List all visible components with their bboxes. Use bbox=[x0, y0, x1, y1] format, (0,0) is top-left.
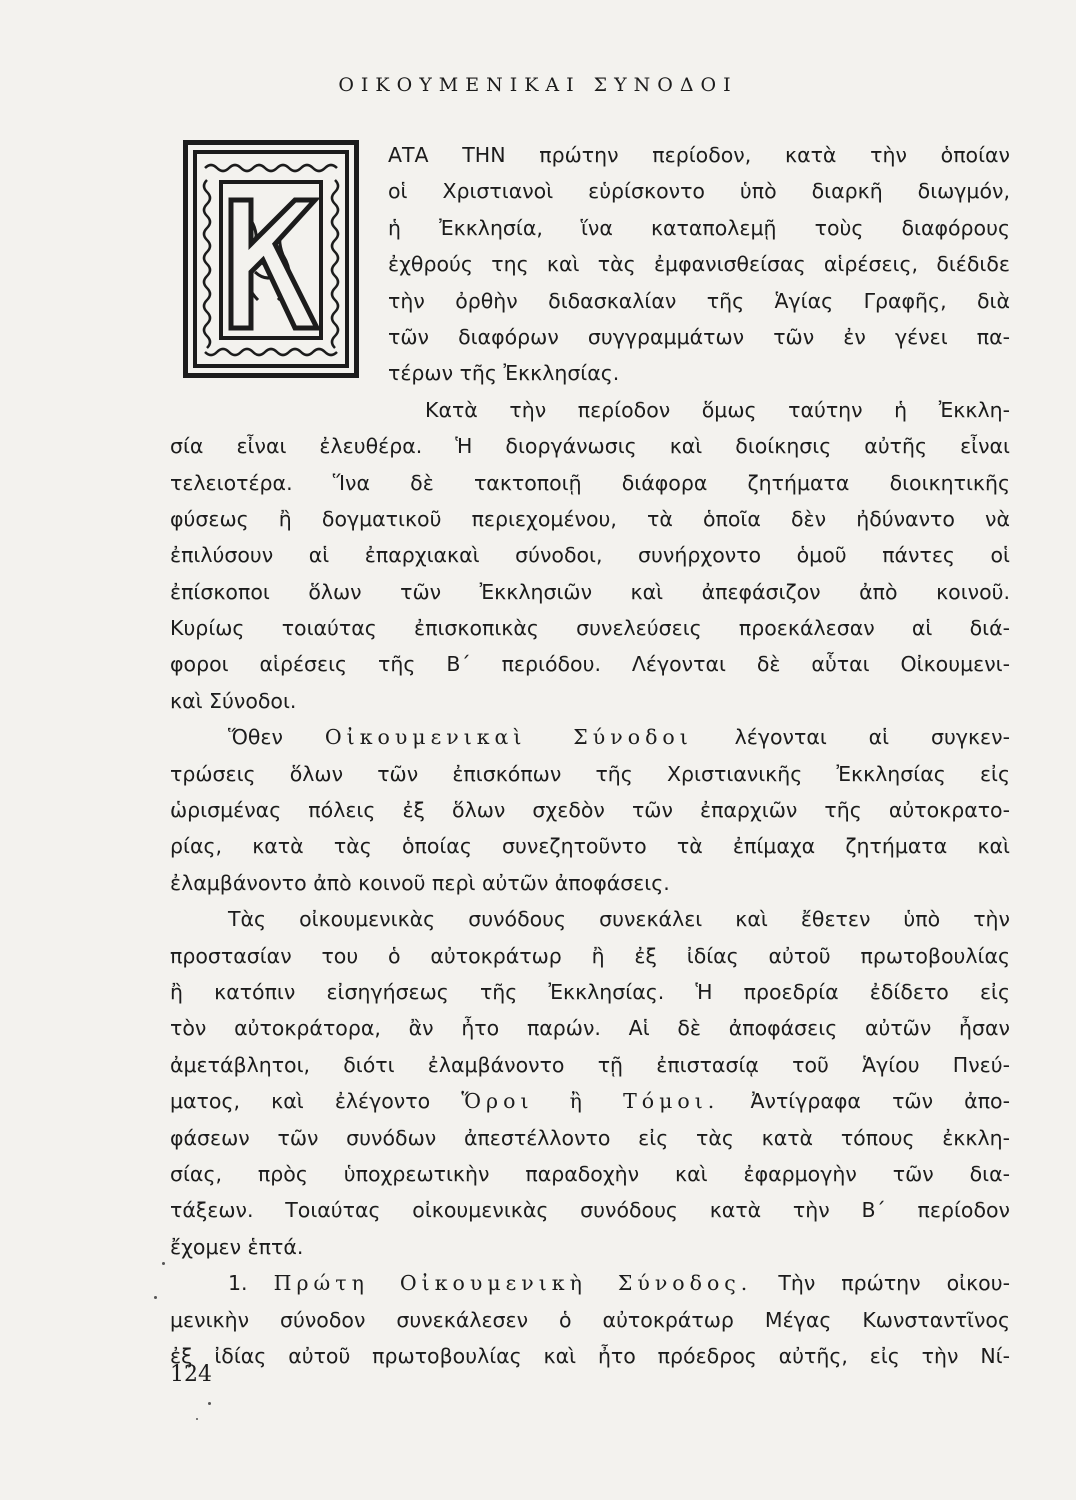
spaced-term-oroi-tomoi: Ὅροι ἢ Τόμοι. bbox=[461, 1089, 720, 1114]
p3-line1-rest: λέγονται αἱ συγκεν- bbox=[734, 725, 1010, 750]
p1-line: ἐχθρούς της καὶ τὰς ἐμφανισθείσας αἱρέσεις, διέδιδε bbox=[388, 252, 1010, 277]
p1-line: οἱ Χριστιανοὶ εὑρίσκοντο ὑπὸ διαρκῆ διωγμόν, bbox=[388, 179, 1010, 204]
p3-lead-word: Ὅθεν bbox=[228, 725, 283, 750]
p2-line: φύσεως ἢ δογματικοῦ περιεχομένου, τὰ ὁποῖα δὲν ἠδύναντο νὰ bbox=[170, 506, 1010, 531]
p1-line: ΑΤΑ ΤΗΝ πρώτην περίοδον, κατὰ τὴν ὁποίαν bbox=[388, 143, 1010, 167]
p5-line: μενικὴν σύνοδον συνεκάλεσεν ὁ αὐτοκράτωρ Μέγας Κωνσταντῖνος bbox=[170, 1307, 1010, 1332]
p4-line: σίας, πρὸς ὑποχρεωτικὴν παραδοχὴν καὶ ἐφαρμογὴν τῶν δια- bbox=[170, 1161, 1010, 1186]
p3-line: τρώσεις ὅλων τῶν ἐπισκόπων τῆς Χριστιανικῆς Ἐκκλησίας εἰς bbox=[170, 761, 1010, 786]
p2-line: σία εἶναι ἐλευθέρα. Ἡ διοργάνωσις καὶ διοίκησις αὐτῆς εἶναι bbox=[170, 434, 1010, 459]
p4-line: Τὰς οἰκουμενικὰς συνόδους συνεκάλει καὶ ἔθετεν ὑπὸ τὴν bbox=[228, 907, 1010, 932]
section-heading-first-council: Πρώτη Οἰκουμενικὴ Σύνοδος. bbox=[273, 1271, 753, 1296]
p4-line: τάξεων. Τοιαύτας οἰκουμενικὰς συνόδους κατὰ τὴν Β΄ περίοδον bbox=[170, 1198, 1010, 1223]
scan-speck bbox=[154, 1296, 157, 1299]
running-head: ΟΙΚΟΥΜΕΝΙΚΑΙ ΣΥΝΟΔΟΙ bbox=[338, 74, 738, 96]
p5-line: ἐξ ἰδίας αὐτοῦ πρωτοβουλίας καὶ ἦτο πρόεδρος αὐτῆς, εἰς τὴν Νί- bbox=[170, 1343, 1010, 1368]
p1-line: τῶν διαφόρων συγγραμμάτων τῶν ἐν γένει πα- bbox=[388, 324, 1010, 349]
p5-line1-rest: Τὴν πρώτην οἰκου- bbox=[778, 1271, 1010, 1296]
p1-line: ἡ Ἐκκλησία, ἵνα καταπολεμῇ τοὺς διαφόρους bbox=[388, 215, 1010, 240]
p4-l6-start: ματος, καὶ ἐλέγοντο bbox=[170, 1089, 431, 1114]
p3-line: ὡρισμένας πόλεις ἐξ ὅλων σχεδὸν τῶν ἐπαρχιῶν τῆς αὐτοκρατο- bbox=[170, 798, 1010, 823]
drop-cap-letter: Κ bbox=[271, 256, 274, 261]
p4-line-spaced bbox=[170, 1083, 1010, 1119]
p2-line: Κατὰ τὴν περίοδον ὅμως ταύτην ἡ Ἐκκλη- bbox=[425, 397, 1010, 422]
p2-line: Κυρίως τοιαύτας ἐπισκοπικὰς συνελεύσεις προεκάλεσαν αἱ διά- bbox=[170, 616, 1010, 641]
p3-line: ρίας, κατὰ τὰς ὁποίας συνεζητοῦντο τὰ ἐπίμαχα ζητήματα καὶ bbox=[170, 834, 1010, 859]
p4-line: ἔχομεν ἑπτά. bbox=[170, 1234, 304, 1259]
p2-line: φοροι αἱρέσεις τῆς Β΄ περιόδου. Λέγονται δὲ αὗται Οἰκουμενι- bbox=[170, 652, 1010, 677]
p1-line: τὴν ὀρθὴν διδασκαλίαν τῆς Ἁγίας Γραφῆς, διὰ bbox=[388, 288, 1010, 313]
p2-line: ἐπίσκοποι ὅλων τῶν Ἐκκλησιῶν καὶ ἀπεφάσιζον ἀπὸ κοινοῦ. bbox=[170, 579, 1010, 604]
spaced-term-oikoumenikai-synodoi: Οἰκουμενικαὶ Σύνοδοι bbox=[324, 725, 693, 750]
scan-speck bbox=[196, 1418, 198, 1420]
scan-speck bbox=[162, 1262, 165, 1265]
page-number: 124 bbox=[170, 1362, 212, 1387]
p2-line: ἐπιλύσουν αἱ ἐπαρχιακαὶ σύνοδοι, συνήρχοντο ὁμοῦ πάντες οἱ bbox=[170, 543, 1010, 568]
p1-line: τέρων τῆς Ἐκκλησίας. bbox=[388, 361, 620, 386]
p4-line: προστασίαν του ὁ αὐτοκράτωρ ἢ ἐξ ἰδίας αὐτοῦ πρωτοβουλίας bbox=[170, 943, 1010, 968]
p4-line: φάσεων τῶν συνόδων ἀπεστέλλοντο εἰς τὰς κατὰ τόπους ἐκκλη- bbox=[170, 1125, 1010, 1150]
p3-line: ἐλαμβάνοντο ἀπὸ κοινοῦ περὶ αὐτῶν ἀποφάσεις. bbox=[170, 870, 670, 895]
p4-line: ἀμετάβλητοι, διότι ἐλαμβάνοντο τῇ ἐπιστασίᾳ τοῦ Ἁγίου Πνεύ- bbox=[170, 1052, 1010, 1077]
p4-l6-end: Ἀντίγραφα τῶν ἀπο- bbox=[750, 1089, 1010, 1114]
p2-line: τελειοτέρα. Ἵνα δὲ τακτοποιῇ διάφορα ζητήματα διοικητικῆς bbox=[170, 470, 1010, 495]
scan-speck bbox=[208, 1402, 211, 1405]
decorative-initial-k bbox=[183, 140, 359, 378]
p3-first-line bbox=[170, 719, 1010, 755]
p2-line: καὶ Σύνοδοι. bbox=[170, 688, 297, 713]
p4-line: ἢ κατόπιν εἰσηγήσεως τῆς Ἐκκλησίας. Ἡ προεδρία ἐδίδετο εἰς bbox=[170, 979, 1010, 1004]
p4-line: τὸν αὐτοκράτορα, ἂν ἦτο παρών. Αἱ δὲ ἀποφάσεις αὐτῶν ἦσαν bbox=[170, 1016, 1010, 1041]
section-number: 1. bbox=[228, 1271, 248, 1296]
p5-first-line bbox=[170, 1265, 1010, 1301]
